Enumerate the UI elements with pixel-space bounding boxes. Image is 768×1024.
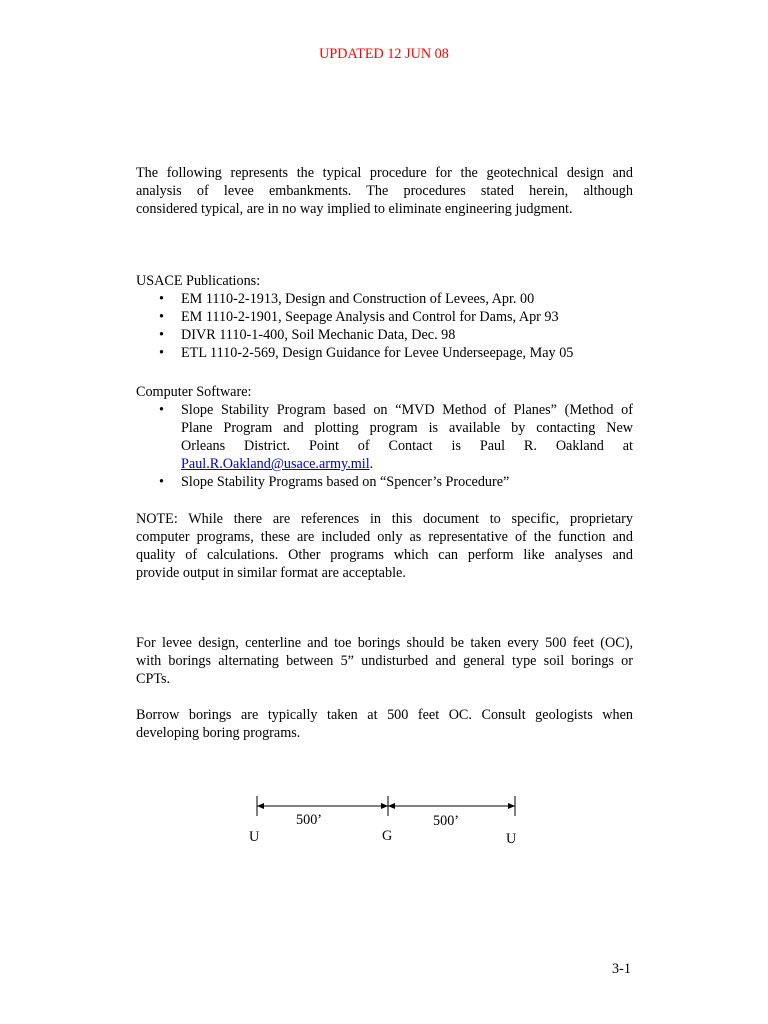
intro-line: The following represents the typical procedure for the geotechnical design and xyxy=(136,165,633,181)
arrowhead-icon xyxy=(508,803,515,809)
publication-text: DIVR 1110-1-400, Soil Mechanic Data, Dec. 98 xyxy=(181,327,456,343)
arrowhead-icon xyxy=(381,803,388,809)
publications-heading: USACE Publications: xyxy=(136,273,261,289)
borings-line: For levee design, centerline and toe borings should be taken every 500 feet (OC), xyxy=(136,635,633,651)
boring-spacing-diagram xyxy=(240,790,540,850)
publication-text: EM 1110-2-1913, Design and Construction of Levees, Apr. 00 xyxy=(181,291,535,307)
bullet-icon: • xyxy=(159,327,164,343)
publications-list xyxy=(136,290,633,362)
page-number: 3-1 xyxy=(612,961,631,977)
contact-email-link[interactable]: Paul.R.Oakland@usace.army.mil xyxy=(181,456,370,472)
email-suffix: . xyxy=(369,456,374,472)
publication-text: ETL 1110-2-569, Design Guidance for Levee Underseepage, May 05 xyxy=(181,345,574,361)
undisturbed-boring-label: U xyxy=(249,829,260,845)
intro-line: analysis of levee embankments. The procedures stated herein, although xyxy=(136,183,633,199)
arrowhead-icon xyxy=(257,803,264,809)
list-item xyxy=(136,326,633,344)
bullet-icon: • xyxy=(159,474,164,490)
list-item xyxy=(136,308,633,326)
general-boring-label: G xyxy=(382,828,393,844)
bullet-icon: • xyxy=(159,291,164,307)
publications-section xyxy=(136,272,633,362)
intro-line: considered typical, are in no way implied to eliminate engineering judgment. xyxy=(136,201,573,217)
software-heading: Computer Software: xyxy=(136,384,252,400)
list-item xyxy=(136,290,633,308)
note-line: provide output in similar format are acceptable. xyxy=(136,565,406,581)
intro-paragraph xyxy=(136,164,633,218)
bullet-icon: • xyxy=(159,345,164,361)
bullet-icon: • xyxy=(159,309,164,325)
software-text: Slope Stability Programs based on “Spencer’s Procedure” xyxy=(181,474,510,490)
publication-text: EM 1110-2-1901, Seepage Analysis and Control for Dams, Apr 93 xyxy=(181,309,559,325)
borrow-paragraph xyxy=(136,706,633,742)
note-line: computer programs, these are included only as representative of the function and xyxy=(136,529,633,545)
software-section xyxy=(136,383,633,491)
software-line: Plane Program and plotting program is available by contacting New xyxy=(181,420,633,436)
bullet-icon: • xyxy=(159,402,164,418)
revision-date: UPDATED 12 JUN 08 xyxy=(319,46,449,62)
left-distance-label: 500’ xyxy=(296,812,323,828)
software-line xyxy=(181,455,633,473)
borings-line: with borings alternating between 5” undisturbed and general type soil borings or xyxy=(136,653,633,669)
borrow-line: Borrow borings are typically taken at 500 feet OC. Consult geologists when xyxy=(136,707,633,723)
list-item xyxy=(136,473,633,491)
borrow-line: developing boring programs. xyxy=(136,725,301,741)
borings-paragraph xyxy=(136,634,633,688)
list-item xyxy=(136,401,633,473)
borings-line: CPTs. xyxy=(136,671,171,687)
software-line: Slope Stability Program based on “MVD Method of Planes” (Method of xyxy=(181,402,633,418)
right-distance-label: 500’ xyxy=(433,813,460,829)
undisturbed-boring-label: U xyxy=(506,831,517,847)
list-item xyxy=(136,344,633,362)
software-list xyxy=(136,401,633,491)
note-line: quality of calculations. Other programs which can perform like analyses and xyxy=(136,547,633,563)
software-line: Orleans District. Point of Contact is Paul R. Oakland at xyxy=(181,438,633,454)
note-paragraph xyxy=(136,510,633,582)
note-line: NOTE: While there are references in this document to specific, proprietary xyxy=(136,511,633,527)
arrowhead-icon xyxy=(388,803,395,809)
